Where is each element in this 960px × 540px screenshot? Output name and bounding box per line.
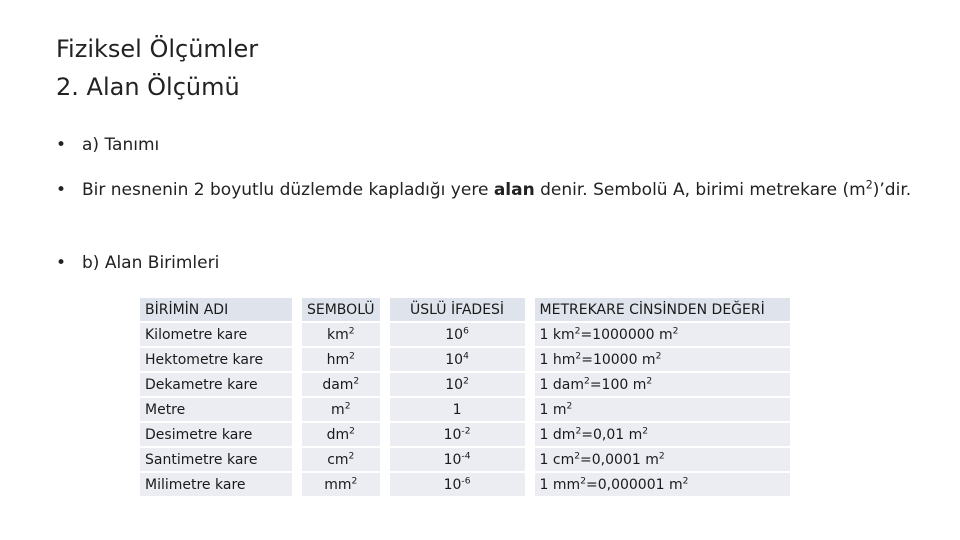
- bullet-definition-text: [56, 177, 926, 203]
- unit-square-meter-value: 1 $m^2$: [535, 398, 790, 423]
- unit-name: Desimetre kare: [140, 423, 292, 448]
- definition-part-3: )’dir.: [872, 180, 912, 200]
- unit-exponent: $10^6$: [390, 323, 525, 348]
- definition-part-2: denir. Sembolü A, birimi metrekare (m: [534, 180, 866, 200]
- unit-exponent: $10^4$: [390, 348, 525, 373]
- unit-exponent: $10^{-6}$: [390, 473, 525, 498]
- bullet-text: b) Alan Birimleri: [82, 253, 220, 273]
- unit-name: Milimetre kare: [140, 473, 292, 498]
- unit-name: Dekametre kare: [140, 373, 292, 398]
- header-unit-name: BİRİMİN ADI: [140, 298, 292, 323]
- unit-name: Santimetre kare: [140, 448, 292, 473]
- definition-superscript: 2: [865, 178, 873, 192]
- table-row: [140, 373, 790, 398]
- table-row: [140, 398, 790, 423]
- table-row: [140, 348, 790, 373]
- bullet-marker: •: [56, 253, 67, 273]
- bullet-definition-heading: [56, 132, 926, 158]
- unit-exponent: $10^2$: [390, 373, 525, 398]
- slide-title: [56, 30, 258, 106]
- table-row: [140, 323, 790, 348]
- unit-square-meter-value: 1 $cm^2=0,0001$ $m^2$: [535, 448, 790, 473]
- unit-exponent: 1: [390, 398, 525, 423]
- unit-symbol: dam$^2$: [302, 373, 380, 398]
- unit-symbol: $dm^2$: [302, 423, 380, 448]
- table-row: [140, 473, 790, 498]
- bullet-marker: •: [56, 135, 67, 155]
- bullet-text: a) Tanımı: [82, 135, 160, 155]
- unit-symbol: $cm^2$: [302, 448, 380, 473]
- title-line-1: Fiziksel Ölçümler: [56, 35, 259, 63]
- unit-name: Hektometre kare: [140, 348, 292, 373]
- unit-square-meter-value: 1 $hm^2=10000$ $m^2$: [535, 348, 790, 373]
- table-header-row: [140, 298, 790, 323]
- definition-keyword: alan: [493, 180, 535, 200]
- unit-square-meter-value: 1 $mm^2=0,000001$ $m^2$: [535, 473, 790, 498]
- header-square-meter-value: METREKARE CİNSİNDEN DEĞERİ: [535, 298, 790, 323]
- unit-symbol: $mm^2$: [302, 473, 380, 498]
- unit-name: Kilometre kare: [140, 323, 292, 348]
- bullet-marker: •: [56, 180, 67, 200]
- header-symbol: SEMBOLÜ: [302, 298, 380, 323]
- title-line-2: 2. Alan Ölçümü: [56, 73, 240, 101]
- unit-square-meter-value: 1 $km^2=1000000$ $m^2$: [535, 323, 790, 348]
- unit-exponent: $10^{-4}$: [390, 448, 525, 473]
- area-units-table: [140, 298, 790, 498]
- definition-part-1: Bir nesnenin 2 boyutlu düzlemde kapladığı yere: [82, 180, 494, 200]
- unit-exponent: $10^{-2}$: [390, 423, 525, 448]
- header-exponent: ÜSLÜ İFADESİ: [390, 298, 525, 323]
- table-row: [140, 423, 790, 448]
- unit-symbol: $hm^2$: [302, 348, 380, 373]
- table-row: [140, 448, 790, 473]
- unit-symbol: $km^2$: [302, 323, 380, 348]
- unit-square-meter-value: 1 dam$^2$=100 $m^2$: [535, 373, 790, 398]
- unit-symbol: $m^2$: [302, 398, 380, 423]
- unit-square-meter-value: 1 $dm^2=0,01$ $m^2$: [535, 423, 790, 448]
- unit-name: Metre: [140, 398, 292, 423]
- bullet-units-heading: [56, 250, 926, 276]
